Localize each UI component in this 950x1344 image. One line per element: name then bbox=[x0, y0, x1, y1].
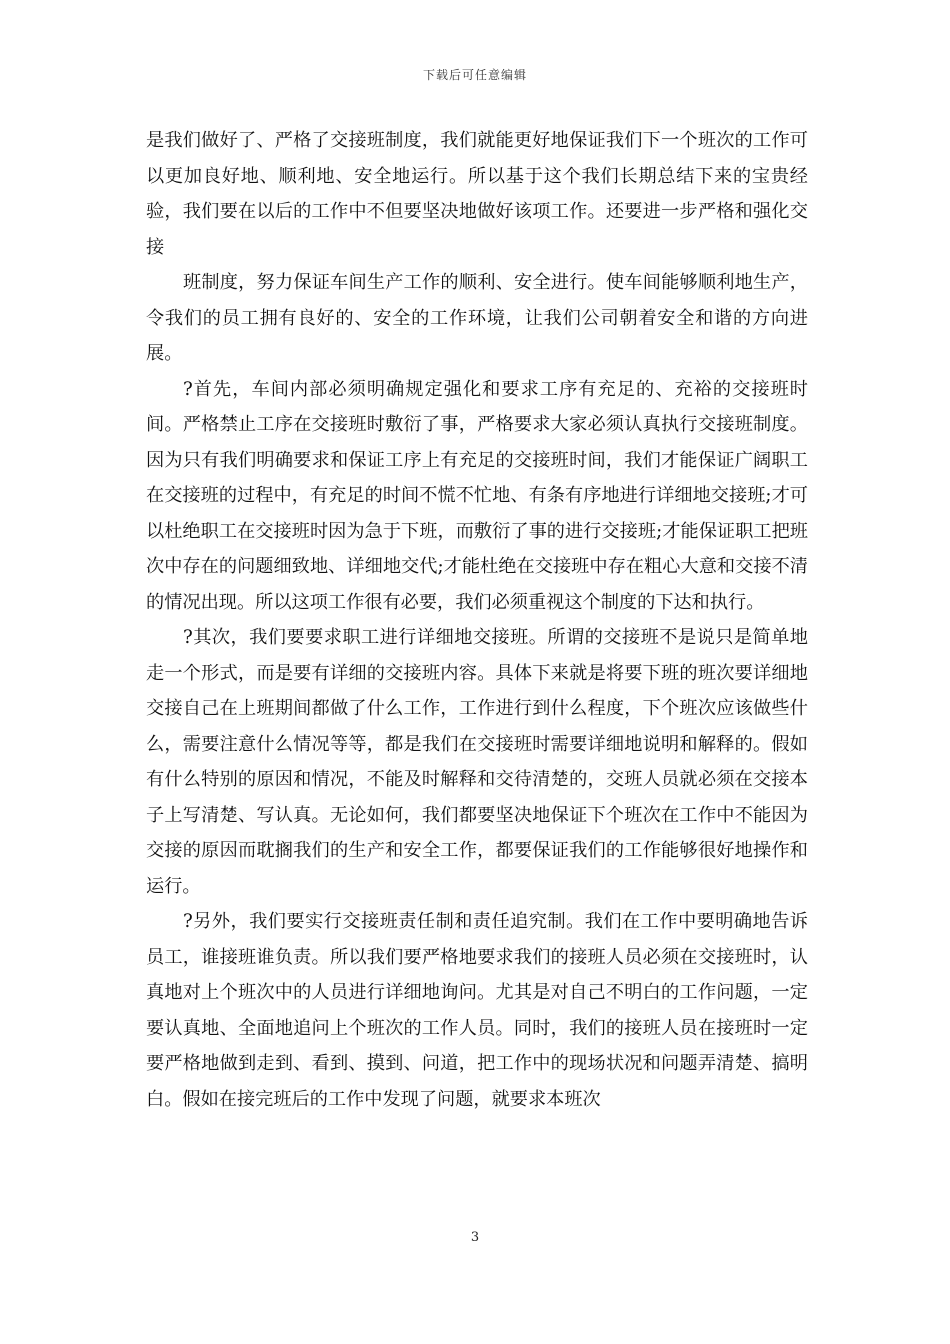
paragraph-shift-system: 班制度，努力保证车间生产工作的顺利、安全进行。使车间能够顺利地生产，令我们的员工拥有良好的、安全的工作环境，让我们公司朝着安全和谐的方向进展。 bbox=[146, 272, 808, 364]
paragraph-third-point: ?另外，我们要实行交接班责任制和责任追究制。我们在工作中要明确地告诉员工，谁接班谁负责。所以我们要严格地要求我们的接班人员必须在交接班时，认真地对上个班次中的人员进行详细地询问。尤其是对自己不明白的工作问题，一定要认真地、全面地追问上个班次的工作人员。同时，我们的接班人员在接班时一定要严格地做到走到、看到、摸到、问道，把工作中的现场状况和问题弄清楚、搞明白。假如在接完班后的工作中发现了问题，就要求本班次 bbox=[146, 911, 808, 1110]
header-note: 下载后可任意编辑 bbox=[422, 68, 527, 82]
page-number: 3 bbox=[470, 1230, 480, 1245]
paragraph-continuation: 是我们做好了、严格了交接班制度，我们就能更好地保证我们下一个班次的工作可以更加良好地、顺利地、安全地运行。所以基于这个我们长期总结下来的宝贵经验，我们要在以后的工作中不但要坚决地做好该项工作。还要进一步严格和强化交接 bbox=[146, 130, 808, 258]
paragraph-first-point: ?首先，车间内部必须明确规定强化和要求工序有充足的、充裕的交接班时间。严格禁止工序在交接班时敷衍了事，严格要求大家必须认真执行交接班制度。因为只有我们明确要求和保证工序上有充足的交接班时间，我们才能保证广阔职工在交接班的过程中，有充足的时间不慌不忙地、有条有序地进行详细地交接班;才可以杜绝职工在交接班时因为急于下班，而敷衍了事的进行交接班;才能保证职工把班次中存在的问题细致地、详细地交代;才能杜绝在交接班中存在粗心大意和交接不清的情况出现。所以这项工作很有必要，我们必须重视这个制度的下达和执行。 bbox=[146, 378, 808, 613]
body-text bbox=[146, 123, 808, 1117]
paragraph-second-point: ?其次，我们要要求职工进行详细地交接班。所谓的交接班不是说只是简单地走一个形式，而是要有详细的交接班内容。具体下来就是将要下班的班次要详细地交接自己在上班期间都做了什么工作，工作进行到什么程度，下个班次应该做些什么，需要注意什么情况等等，都是我们在交接班时需要详细地说明和解释的。假如有什么特别的原因和情况，不能及时解释和交待清楚的，交班人员就必须在交接本子上写清楚、写认真。无论如何，我们都要坚决地保证下个班次在工作中不能因为交接的原因而耽搁我们的生产和安全工作，都要保证我们的工作能够很好地操作和运行。 bbox=[146, 627, 808, 897]
